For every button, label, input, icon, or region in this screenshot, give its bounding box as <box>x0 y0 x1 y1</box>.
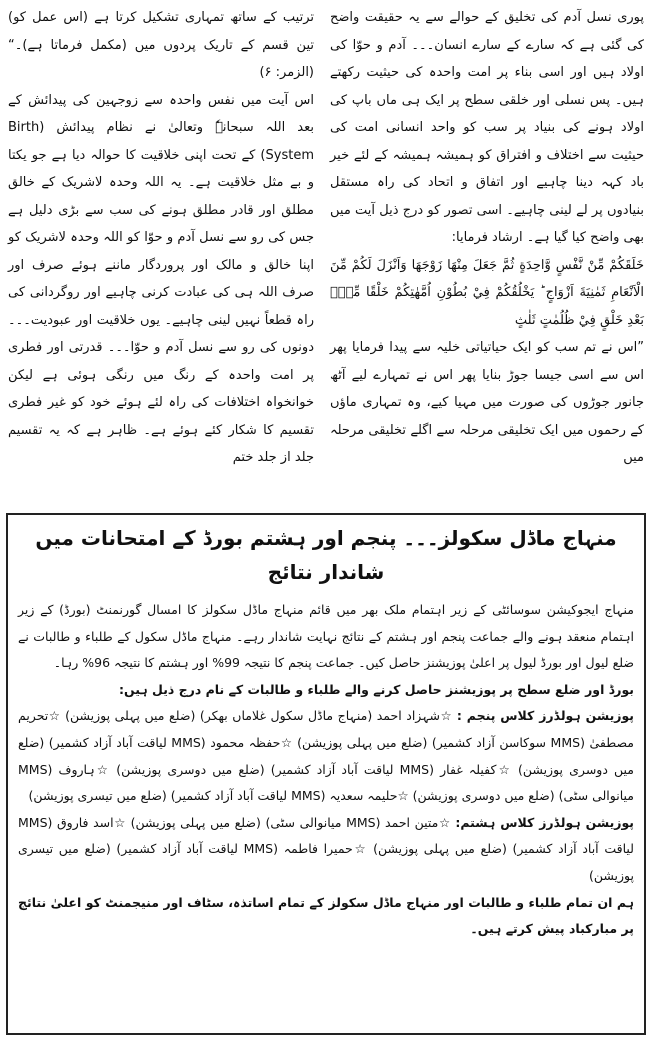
class8-heading: پوزیشن ہولڈرز کلاس ہشتم: <box>455 814 635 830</box>
verse-translation-continued: ترتیب کے ساتھ تمہاری تشکیل کرتا ہے (اس عمل کو) تین قسم کے تاریک پردوں میں (مکمل فرماتا ہے)۔“ (الزمر: ۶) <box>8 10 314 80</box>
class5-heading: پوزیشن ہولڈرز کلاس پنجم : <box>456 708 634 724</box>
list-intro: بورڈ اور ضلع سطح پر پوزیشنز حاصل کرنے والے طلباء و طالبات کے نام درج ذیل ہیں: <box>119 681 634 697</box>
paragraph: پوری نسل آدم کی تخلیق کے حوالے سے یہ حقیقت واضح کی گئی ہے کہ سارے کے سارے انسان۔۔۔ آدم و حوّا کی اولاد ہیں اور اسی بناء پر امت واحدہ کی حیثیت رکھتے ہیں۔ پس نسلی اور خلقی سطح پر ایک ہی ماں باپ کی اولاد ہونے کی بنیاد پر سب کو واحد انسانی امت کی حیثیت سے اختلاف و افتراق کو ہمیشہ ہمیشہ کے لئے خیر باد کہہ دینا چاہیے اور اتفاق و اتحاد کی راہ مستقل بنیادوں پر لے لینی چاہیے۔ اسی تصور کو درج ذیل آیت میں بھی واضح کیا گیا ہے۔ ارشاد فرمایا: <box>330 10 644 245</box>
class5-list: ☆شہزاد احمد (منہاج ماڈل سکول غلاماں بھکر) (ضلع میں پہلی پوزیشن) ☆تحریم مصطفیٰ (MMS سوکاسن آزاد کشمیر) (ضلع میں پہلی پوزیشن) ☆حفظہ محمود (MMS لیاقت آباد آزاد کشمیر) (ضلع میں دوسری پوزیشن) ☆کفیلہ غفار (MMS لیاقت آباد آزاد کشمیر) (ضلع میں دوسری پوزیشن) ☆ہاروف (MMS میانوالی سٹی) (ضلع میں دوسری پوزیشن) ☆حلیمہ سعدیہ (MMS لیاقت آباد آزاد کشمیر) (ضلع میں تیسری پوزیشن) <box>18 708 634 804</box>
class5-positions <box>18 703 634 809</box>
news-headline: منہاج ماڈل سکولز۔۔۔ پنجم اور ہشتم بورڈ کے امتحانات میں شاندار نتائج <box>35 526 617 584</box>
article-column-left <box>0 0 322 505</box>
news-box <box>6 513 646 1035</box>
article-columns <box>0 0 652 505</box>
class8-list: ☆متین احمد (MMS میانوالی سٹی) (ضلع میں پہلی پوزیشن) ☆اسد فاروق (MMS لیاقت آباد آزاد کشمیر) (ضلع میں پہلی پوزیشن) ☆حمیرا فاطمہ (MMS لیاقت آباد آزاد کشمیر) (ضلع میں تیسری پوزیشن) <box>18 814 634 883</box>
news-closing: ہم ان تمام طلباء و طالبات اور منہاج ماڈل سکولز کے تمام اساتذہ، سٹاف اور منیجمنٹ کو اعلیٰ نتائج پر مبارکباد پیش کرتے ہیں۔ <box>18 894 634 937</box>
news-intro: منہاج ایجوکیشن سوسائٹی کے زیر اہتمام ملک بھر میں قائم منہاج ماڈل سکولز کا امسال گورنمنٹ (بورڈ) کے زیر اہتمام منعقد ہونے والے جماعت پنجم اور ہشتم کے نتائج نہایت شاندار رہے۔ منہاج ماڈل سکول کے طلباء و طالبات نے ضلع لیول اور بورڈ لیول پر اعلیٰ پوزیشنز حاصل کیں۔ جماعت پنجم کا نتیجہ 99% اور ہشتم کا نتیجہ 96% رہا۔ <box>18 602 634 671</box>
article-column-right <box>322 0 652 505</box>
class8-positions <box>18 810 634 890</box>
paragraph: اس آیت میں نفس واحدہ سے زوجہین کی پیدائش کے بعد اللہ سبحانہٗ وتعالیٰ نے نظام پیدائش (Birth System) کے تحت اپنی خلاقیت کا حوالہ دیا ہے جو یکتا و بے مثل خلاقیت ہے۔ یہ اللہ وحدہ لاشریک کے خالق مطلق اور قادر مطلق ہونے کی سب سے بڑی دلیل ہے جس کی رو سے نسل آدم و حوّا کو اللہ وحدہ لاشریک کو اپنا خالق و مالک اور پروردگار ماننے ہوئے صرف اور صرف اللہ ہی کی عبادت کرنی چاہیے اور روگردانی کی راہ قطعاً نہیں لینی چاہیے۔ یوں خلاقیت اور عبودیت۔۔۔ دونوں کی رو سے نسل آدم و حوّا۔۔۔ قدرتی اور فطری پر امت واحدہ کے رنگ میں رنگی ہوئی ہے لیکن خوانخواہ اختلافات کی راہ لئے ہوئے خود کو غیر فطری تقسیم کا شکار کئے ہوئے ہے۔ ظاہر ہے کہ یہ تقسیم جلد از جلد ختم <box>8 92 314 465</box>
quran-verse: خَلَقَكُمْ مِّنْ نَّفْسٍ وَّاحِدَةٍ ثُمَّ جَعَلَ مِنْهَا زَوْجَهَا وَاَنْزَلَ لَكُمْ مِّنَ الْاَنْعَامِ ثَمٰنِيَةَ اَزْوَاجٍ ؕ يَخْلُقُكُمْ فِيْ بُطُوْنِ اُمَّهٰتِكُمْ خَلْقًا مِّنْۢ بَعْدِ خَلْقٍ فِيْ ظُلُمٰتٍ ثَلٰثٍ <box>330 257 644 328</box>
verse-translation: ”اس نے تم سب کو ایک حیاتیاتی خلیہ سے پیدا فرمایا پھر اس سے اسی جیسا جوڑ بنایا پھر اس نے تمہارے لیے آٹھ جانور جوڑوں کی صورت میں مہیا کیے، وہ تمہاری ماؤں کے رحموں میں ایک تخلیقی مرحلہ سے اگلے تخلیقی مرحلہ میں <box>330 340 644 465</box>
